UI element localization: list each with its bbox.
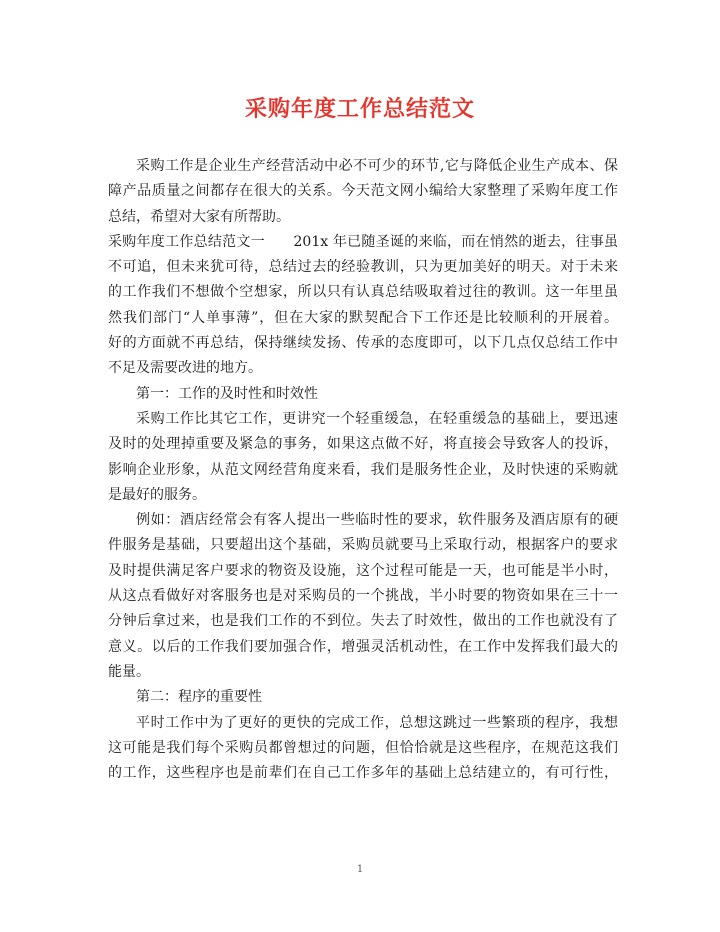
page-number: 1: [356, 864, 364, 875]
body-line: 这可能是我们每个采购员都曾想过的问题，但恰恰就是这些程序，在规范这我们: [108, 739, 618, 756]
document-title: 采购年度工作总结范文: [244, 96, 475, 122]
body-line: 不可追，但未来犹可待，总结过去的经验教训，只为更加美好的明天。对于未来: [108, 259, 618, 276]
body-line: 及时的处理掉重要及紧急的事务，如果这点做不好，将直接会导致客人的投诉，: [108, 436, 618, 453]
document-body: [108, 154, 618, 786]
body-line: 总结，希望对大家有所帮助。: [108, 208, 290, 225]
body-line: 意义。以后的工作我们要加强合作，增强灵活机动性，在工作中发挥我们最大的: [108, 638, 618, 655]
body-line: 第二：程序的重要性: [136, 689, 262, 706]
body-line: 从这点看做好对客服务也是对采购员的一个挑战，半小时要的物资如果在三十一: [108, 588, 618, 605]
body-line: 平时工作中为了更好的更快的完成工作，总想这跳过一些繁琐的程序，我想: [136, 714, 618, 731]
body-line: 是最好的服务。: [108, 486, 206, 503]
body-line: 采购工作比其它工作，更讲究一个轻重缓急，在轻重缓急的基础上，要迅速: [136, 410, 618, 427]
body-line: 及时提供满足客户要求的物资及设施，这个过程可能是一天，也可能是半小时，: [108, 562, 618, 579]
body-line: 的工作我们不想做个空想家，所以只有认真总结吸取着过往的教训。这一年里虽: [108, 284, 618, 301]
body-line: 的工作，这些程序也是前辈们在自己工作多年的基础上总结建立的，有可行性，: [108, 765, 618, 782]
body-line: 不足及需要改进的地方。: [108, 360, 262, 377]
body-line: 例如：酒店经常会有客人提出一些临时性的要求，软件服务及酒店原有的硬: [136, 512, 618, 529]
body-line: 能量。: [108, 663, 150, 680]
body-line: 采购年度工作总结范文一 201x 年已随圣诞的来临，而在悄然的逝去，往事虽: [108, 233, 618, 250]
body-line: 第一：工作的及时性和时效性: [136, 385, 318, 402]
body-line: 件服务是基础，只要超出这个基础，采购员就要马上采取行动，根据客户的要求: [108, 537, 618, 554]
body-line: 然我们部门“人单事薄”，但在大家的默契配合下工作还是比较顺利的开展着。: [108, 309, 618, 326]
body-line: 好的方面就不再总结，保持继续发扬、传承的态度即可，以下几点仅总结工作中: [108, 335, 618, 352]
body-line: 采购工作是企业生产经营活动中必不可少的环节,它与降低企业生产成本、保: [136, 158, 618, 174]
body-line: 障产品质量之间都存在很大的关系。今天范文网小编给大家整理了采购年度工作: [108, 183, 618, 200]
body-line: 影响企业形象，从范文网经营角度来看，我们是服务性企业，及时快速的采购就: [108, 461, 618, 478]
body-line: 分钟后拿过来，也是我们工作的不到位。失去了时效性，做出的工作也就没有了: [108, 613, 618, 630]
